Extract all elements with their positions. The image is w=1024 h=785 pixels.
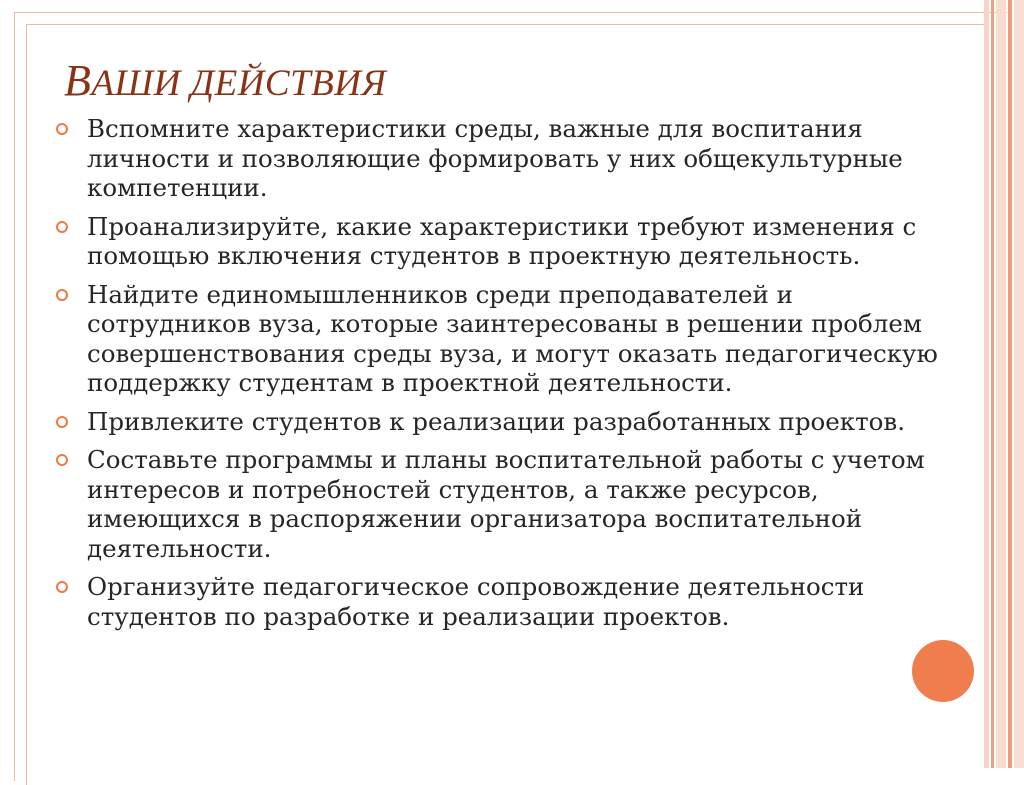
slide-title-rest: АШИ ДЕЙСТВИЯ xyxy=(91,63,387,104)
list-item-text: Организуйте педагогическое сопровождение деятельности студентов по разработке и реализации проектов. xyxy=(87,572,865,631)
list-item-text: Составьте программы и планы воспитательной работы с учетом интересов и потребностей студентов, а также ресурсов, имеющихся в распоряжении организатора воспитательной деятельности. xyxy=(87,445,925,563)
bullet-icon xyxy=(56,454,68,466)
slide-title-capital: В xyxy=(64,56,92,105)
list-item-text: Проанализируйте, какие характеристики требуют изменения с помощью включения студентов в проектную деятельность. xyxy=(87,211,917,270)
bullet-icon xyxy=(56,123,68,135)
list-item xyxy=(56,445,956,563)
list-item xyxy=(56,114,956,203)
bullet-icon xyxy=(56,581,68,593)
slide-title xyxy=(64,55,386,106)
list-item xyxy=(56,407,956,437)
list-item xyxy=(56,572,956,631)
bullet-icon xyxy=(56,221,68,233)
bullet-list xyxy=(56,114,956,640)
list-item-text: Привлеките студентов к реализации разработанных проектов. xyxy=(87,406,905,436)
list-item-text: Вспомните характеристики среды, важные для воспитания личности и позволяющие формировать у них общекультурные компетенции. xyxy=(87,114,903,202)
bullet-icon xyxy=(56,416,68,428)
decorative-stripes xyxy=(984,0,1024,768)
list-item-text: Найдите единомышленников среди преподавателей и сотрудников вуза, которые заинтересованы в решении проблем совершенствования среды вуза, и могут оказать педагогическую поддержку студентам в проектной деятельности. xyxy=(87,279,938,397)
decorative-circle-icon xyxy=(912,640,974,702)
bullet-icon xyxy=(56,289,68,301)
list-item xyxy=(56,212,956,271)
list-item xyxy=(56,280,956,398)
